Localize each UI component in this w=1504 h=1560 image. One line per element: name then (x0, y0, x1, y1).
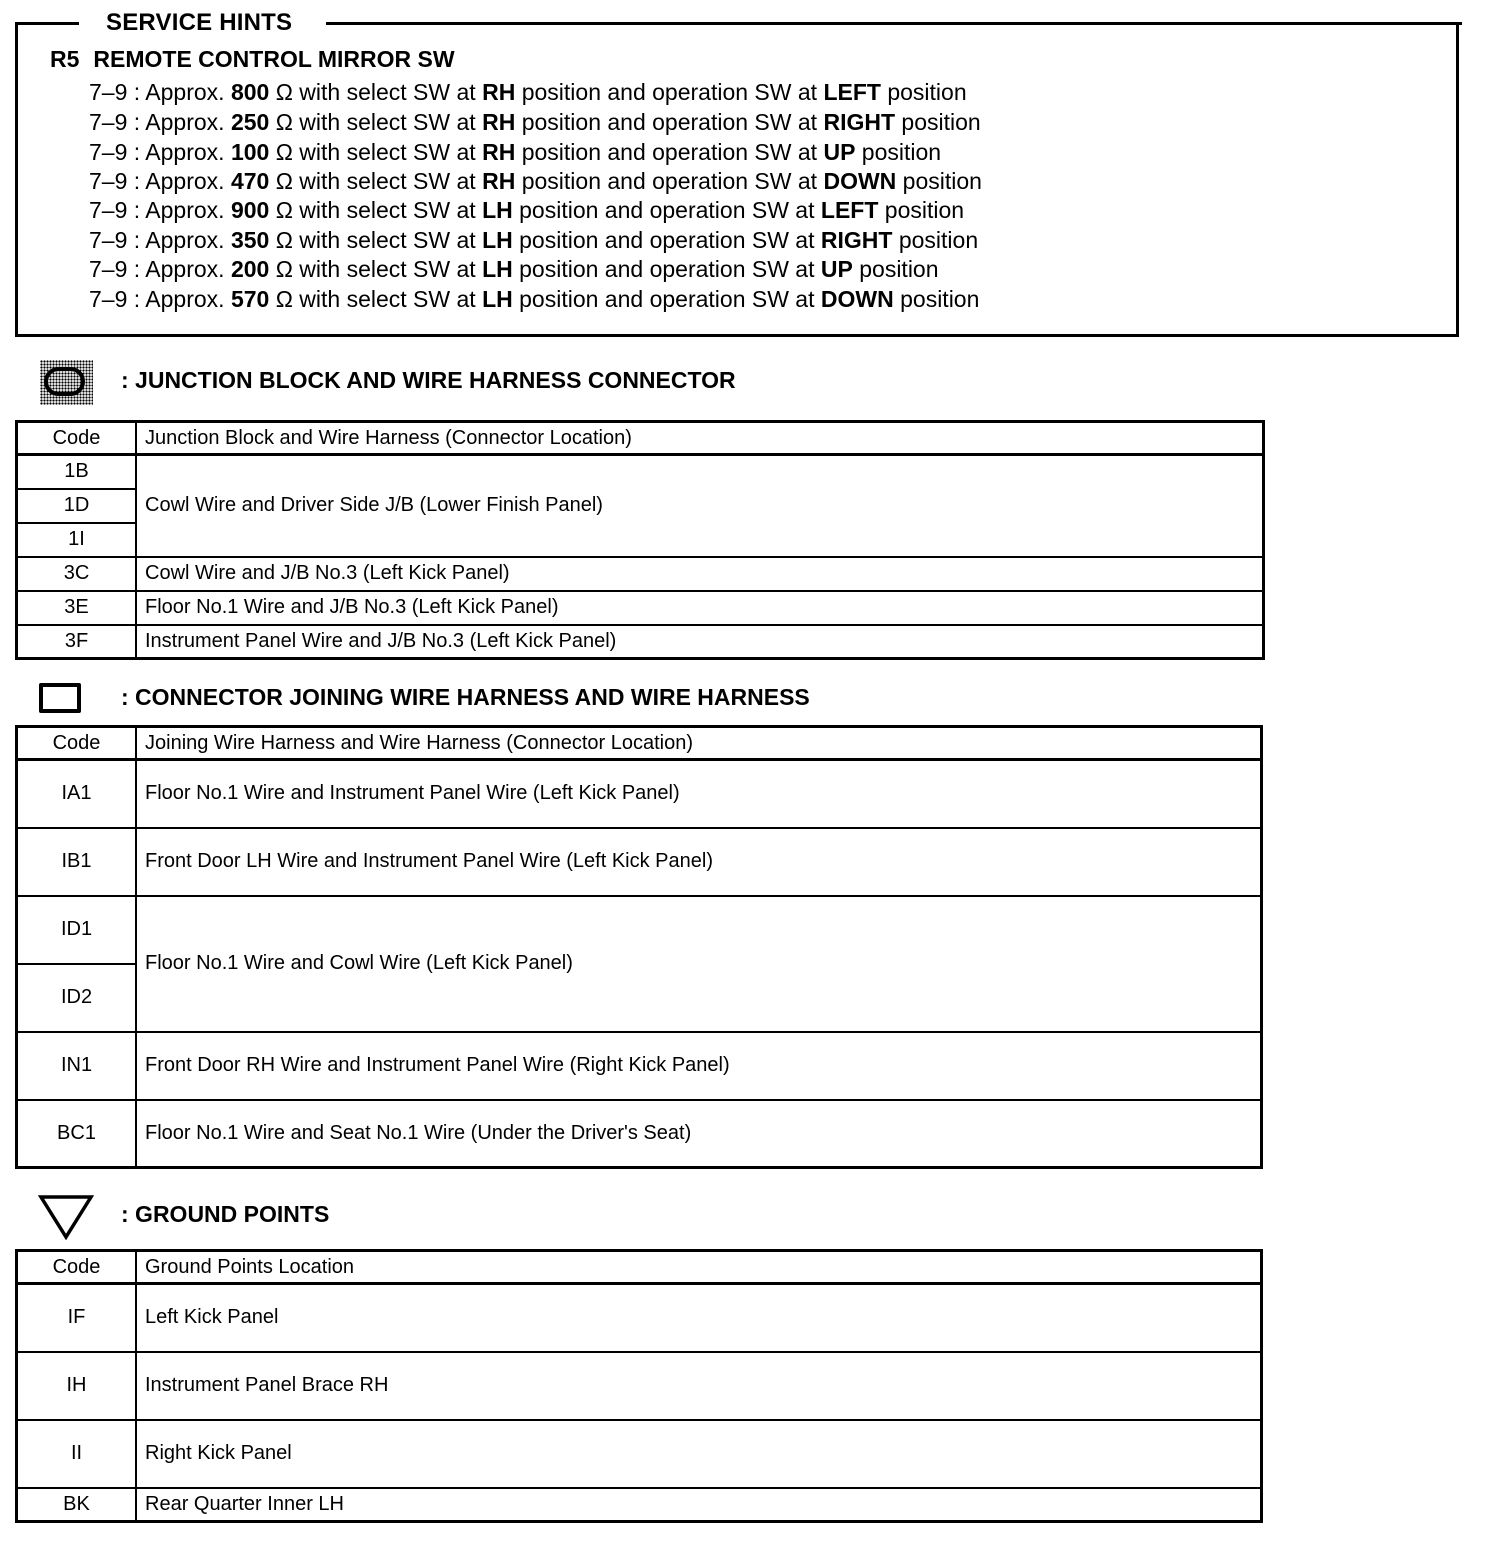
select-position: LH (482, 227, 513, 253)
location-cell: Floor No.1 Wire and Instrument Panel Wire (Left Kick Panel) (136, 760, 1262, 828)
table-header-row (17, 1251, 1262, 1284)
select-label: with select SW at (299, 109, 476, 135)
ohm-unit: Ω (275, 197, 293, 223)
operation-label: position and operation SW at (521, 139, 818, 165)
location-cell: Floor No.1 Wire and Seat No.1 Wire (Under the Driver's Seat) (136, 1100, 1262, 1168)
table-row (17, 625, 1264, 659)
select-label: with select SW at (299, 227, 476, 253)
table-row (17, 1284, 1262, 1352)
select-position: LH (482, 197, 513, 223)
code-cell: IN1 (17, 1032, 137, 1100)
location-cell: Floor No.1 Wire and Cowl Wire (Left Kick Panel) (136, 896, 1262, 1032)
resistance-value: 200 (230, 256, 270, 282)
table-row (17, 455, 1264, 489)
code-cell: 3C (17, 557, 137, 591)
code-cell: ID2 (17, 964, 137, 1032)
service-hints-border-left (15, 22, 79, 25)
column-header-code: Code (17, 1251, 137, 1284)
operation-position: DOWN (820, 286, 894, 312)
column-header-location: Joining Wire Harness and Wire Harness (Connector Location) (136, 727, 1262, 760)
code-cell: 3E (17, 591, 137, 625)
terminals-label: 7–9 (89, 109, 128, 135)
ohm-unit: Ω (275, 168, 293, 194)
junction-block-title: : JUNCTION BLOCK AND WIRE HARNESS CONNECTOR (121, 367, 736, 393)
operation-position: RIGHT (820, 227, 893, 253)
table-row (17, 1032, 1262, 1100)
table-row (17, 1488, 1262, 1522)
junction-block-table (15, 420, 1265, 660)
position-label: position (861, 139, 942, 165)
column-header-code: Code (17, 422, 137, 455)
service-hint-line (89, 286, 979, 313)
select-position: LH (482, 286, 513, 312)
code-cell: 1D (17, 489, 137, 523)
ground-triangle-icon (38, 1194, 94, 1240)
ground-points-title: : GROUND POINTS (121, 1201, 330, 1227)
component-heading (50, 46, 455, 73)
column-header-location: Ground Points Location (136, 1251, 1262, 1284)
code-cell: IA1 (17, 760, 137, 828)
table-row (17, 760, 1262, 828)
operation-position: LEFT (823, 79, 881, 105)
operation-label: position and operation SW at (519, 197, 815, 223)
operation-position: UP (823, 139, 856, 165)
code-cell: IF (17, 1284, 137, 1352)
resistance-value: 470 (230, 168, 270, 194)
service-hint-line (89, 79, 967, 106)
table-header-row (17, 727, 1262, 760)
approx-label: : Approx. (133, 227, 225, 253)
ohm-unit: Ω (275, 286, 293, 312)
position-label: position (887, 79, 967, 105)
service-hints-border-right (326, 22, 1462, 25)
code-cell: 1I (17, 523, 137, 557)
code-cell: ID1 (17, 896, 137, 964)
ground-points-table (15, 1249, 1263, 1523)
connector-joining-title: : CONNECTOR JOINING WIRE HARNESS AND WIRE HARNESS (121, 684, 810, 710)
junction-block-connector-icon (40, 360, 93, 405)
component-name: REMOTE CONTROL MIRROR SW (93, 46, 455, 72)
ohm-unit: Ω (275, 139, 293, 165)
location-cell: Right Kick Panel (136, 1420, 1262, 1488)
select-position: RH (482, 139, 516, 165)
location-cell: Rear Quarter Inner LH (136, 1488, 1262, 1522)
approx-label: : Approx. (133, 286, 225, 312)
terminals-label: 7–9 (89, 139, 128, 165)
terminals-label: 7–9 (89, 168, 128, 194)
select-label: with select SW at (299, 168, 476, 194)
select-position: RH (482, 168, 516, 194)
column-header-location: Junction Block and Wire Harness (Connector Location) (136, 422, 1264, 455)
operation-label: position and operation SW at (521, 109, 818, 135)
position-label: position (859, 256, 939, 282)
table-row (17, 1352, 1262, 1420)
location-cell: Instrument Panel Wire and J/B No.3 (Left Kick Panel) (136, 625, 1264, 659)
operation-position: RIGHT (823, 109, 896, 135)
terminals-label: 7–9 (89, 286, 128, 312)
operation-position: LEFT (820, 197, 879, 223)
resistance-value: 800 (230, 79, 270, 105)
location-cell: Left Kick Panel (136, 1284, 1262, 1352)
position-label: position (884, 197, 965, 223)
service-hints-title: SERVICE HINTS (106, 9, 293, 36)
approx-label: : Approx. (133, 168, 225, 194)
service-hint-line (89, 197, 964, 224)
table-row (17, 591, 1264, 625)
table-row (17, 1100, 1262, 1168)
operation-label: position and operation SW at (521, 168, 818, 194)
approx-label: : Approx. (133, 197, 225, 223)
select-position: RH (482, 79, 516, 105)
position-label: position (902, 168, 982, 194)
operation-label: position and operation SW at (519, 227, 815, 253)
service-hint-line (89, 109, 981, 136)
operation-label: position and operation SW at (519, 256, 815, 282)
column-header-code: Code (17, 727, 137, 760)
table-row (17, 1420, 1262, 1488)
code-cell: 1B (17, 455, 137, 489)
approx-label: : Approx. (133, 256, 225, 282)
location-cell: Front Door RH Wire and Instrument Panel Wire (Right Kick Panel) (136, 1032, 1262, 1100)
position-label: position (898, 227, 979, 253)
select-label: with select SW at (299, 286, 476, 312)
connector-square-icon (39, 683, 81, 713)
select-position: LH (482, 256, 513, 282)
table-row (17, 896, 1262, 964)
terminals-label: 7–9 (89, 197, 128, 223)
approx-label: : Approx. (133, 109, 225, 135)
location-cell: Front Door LH Wire and Instrument Panel Wire (Left Kick Panel) (136, 828, 1262, 896)
service-hint-line (89, 139, 941, 166)
ohm-unit: Ω (275, 79, 293, 105)
resistance-value: 570 (230, 286, 270, 312)
service-hint-line (89, 256, 939, 283)
operation-label: position and operation SW at (521, 79, 818, 105)
terminals-label: 7–9 (89, 79, 128, 105)
approx-label: : Approx. (133, 79, 225, 105)
approx-label: : Approx. (133, 139, 225, 165)
resistance-value: 100 (230, 139, 270, 165)
table-header-row (17, 422, 1264, 455)
select-label: with select SW at (299, 139, 476, 165)
select-label: with select SW at (299, 256, 476, 282)
location-cell: Cowl Wire and J/B No.3 (Left Kick Panel) (136, 557, 1264, 591)
select-position: RH (482, 109, 516, 135)
code-cell: IB1 (17, 828, 137, 896)
component-code: R5 (50, 46, 80, 72)
operation-label: position and operation SW at (519, 286, 815, 312)
position-label: position (900, 286, 980, 312)
resistance-value: 250 (230, 109, 270, 135)
select-label: with select SW at (299, 79, 476, 105)
code-cell: IH (17, 1352, 137, 1420)
terminals-label: 7–9 (89, 227, 128, 253)
service-hint-line (89, 168, 982, 195)
resistance-value: 350 (230, 227, 270, 253)
ohm-unit: Ω (275, 109, 293, 135)
location-cell: Instrument Panel Brace RH (136, 1352, 1262, 1420)
code-cell: BC1 (17, 1100, 137, 1168)
operation-position: DOWN (823, 168, 897, 194)
terminals-label: 7–9 (89, 256, 128, 282)
resistance-value: 900 (230, 197, 270, 223)
location-cell: Cowl Wire and Driver Side J/B (Lower Finish Panel) (136, 455, 1264, 557)
location-cell: Floor No.1 Wire and J/B No.3 (Left Kick Panel) (136, 591, 1264, 625)
operation-position: UP (820, 256, 853, 282)
service-hint-line (89, 227, 978, 254)
code-cell: II (17, 1420, 137, 1488)
connector-joining-table (15, 725, 1263, 1169)
select-label: with select SW at (299, 197, 476, 223)
table-row (17, 828, 1262, 896)
position-label: position (901, 109, 981, 135)
code-cell: BK (17, 1488, 137, 1522)
table-row (17, 557, 1264, 591)
ohm-unit: Ω (275, 256, 293, 282)
code-cell: 3F (17, 625, 137, 659)
ohm-unit: Ω (275, 227, 293, 253)
